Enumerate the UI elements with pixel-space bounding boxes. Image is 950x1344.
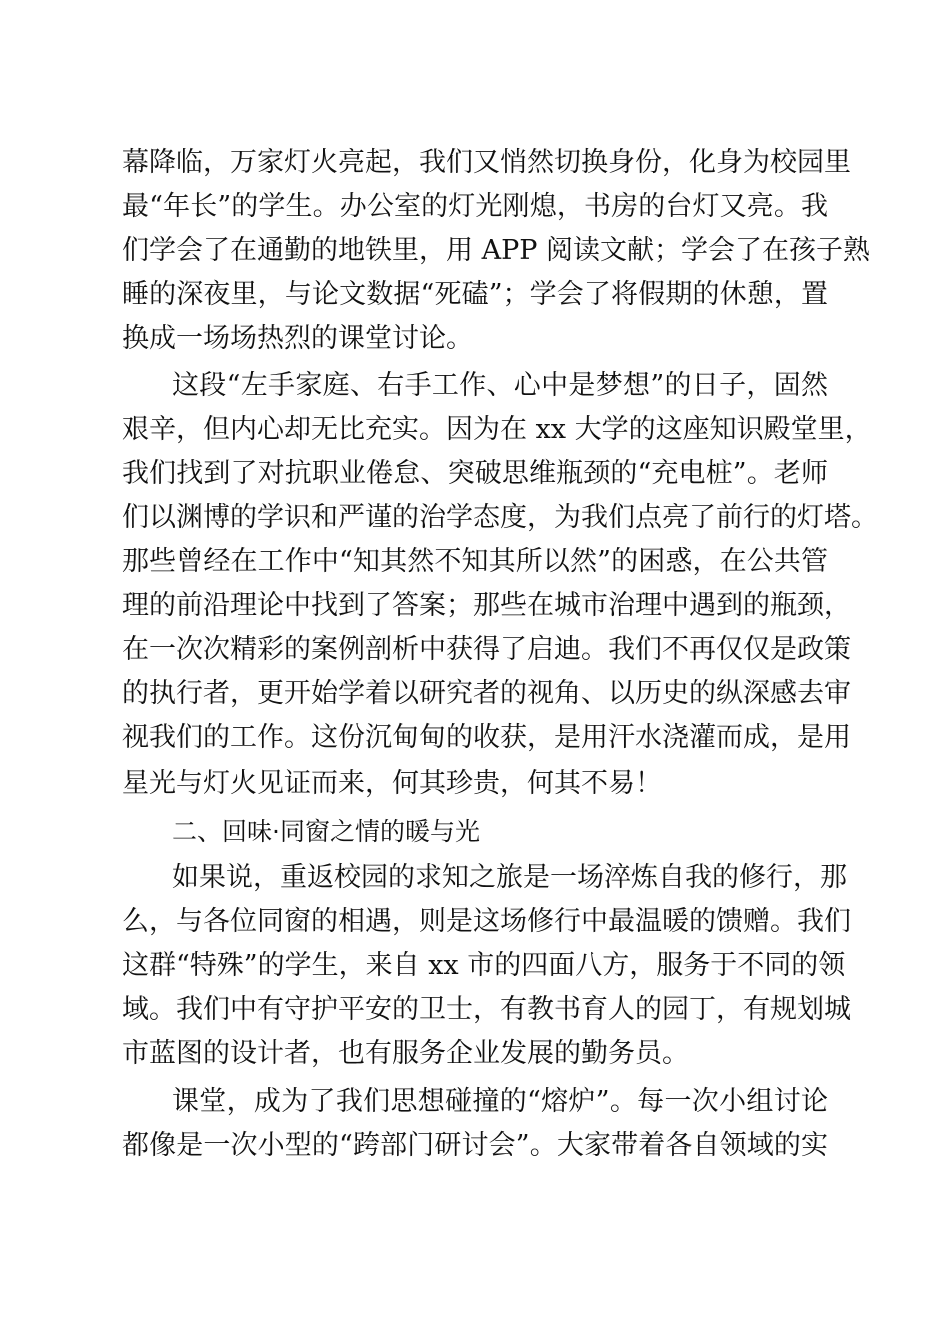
- text-line: 换成一场场热烈的课堂讨论。: [122, 323, 473, 354]
- text-line: 们学会了在通勤的地铁里，用 APP 阅读文献；学会了在孩子熟: [122, 235, 870, 266]
- text-line: 那些曾经在工作中“知其然不知其所以然”的困惑，在公共管: [122, 546, 828, 577]
- text-line: 艰辛，但内心却无比充实。因为在 xx 大学的这座知识殿堂里，: [122, 414, 872, 445]
- text-line: 这段“左手家庭、右手工作、心中是梦想”的日子，固然: [172, 370, 828, 401]
- section-heading: 二、回味·同窗之情的暖与光: [172, 817, 480, 846]
- text-line: 幕降临，万家灯火亮起，我们又悄然切换身份，化身为校园里: [122, 147, 851, 178]
- text-line: 课堂，成为了我们思想碰撞的“熔炉”。每一次小组讨论: [172, 1086, 828, 1117]
- text-line: 视我们的工作。这份沉甸甸的收获，是用汗水浇灌而成，是用: [122, 722, 851, 753]
- text-line: 星光与灯火见证而来，何其珍贵，何其不易！: [122, 768, 662, 799]
- text-line: 最“年长”的学生。办公室的灯光刚熄，书房的台灯又亮。我: [122, 191, 828, 222]
- text-line: 么，与各位同窗的相遇，则是这场修行中最温暖的馈赠。我们: [122, 906, 851, 937]
- text-line: 域。我们中有守护平安的卫士，有教书育人的园丁，有规划城: [122, 994, 851, 1025]
- text-line: 都像是一次小型的“跨部门研讨会”。大家带着各自领域的实: [122, 1130, 828, 1161]
- text-line: 如果说，重返校园的求知之旅是一场淬炼自我的修行，那: [172, 862, 847, 893]
- text-line: 理的前沿理论中找到了答案；那些在城市治理中遇到的瓶颈，: [122, 590, 851, 621]
- text-line: 在一次次精彩的案例剖析中获得了启迪。我们不再仅仅是政策: [122, 634, 851, 665]
- text-line: 市蓝图的设计者，也有服务企业发展的勤务员。: [122, 1038, 689, 1069]
- text-line: 这群“特殊”的学生，来自 xx 市的四面八方，服务于不同的领: [122, 950, 846, 981]
- text-line: 我们找到了对抗职业倦怠、突破思维瓶颈的“充电桩”。老师: [122, 458, 828, 489]
- text-line: 睡的深夜里，与论文数据“死磕”；学会了将假期的休憩，置: [122, 279, 828, 310]
- text-line: 的执行者，更开始学着以研究者的视角、以历史的纵深感去审: [122, 678, 851, 709]
- text-line: 们以渊博的学识和严谨的治学态度，为我们点亮了前行的灯塔。: [122, 502, 878, 533]
